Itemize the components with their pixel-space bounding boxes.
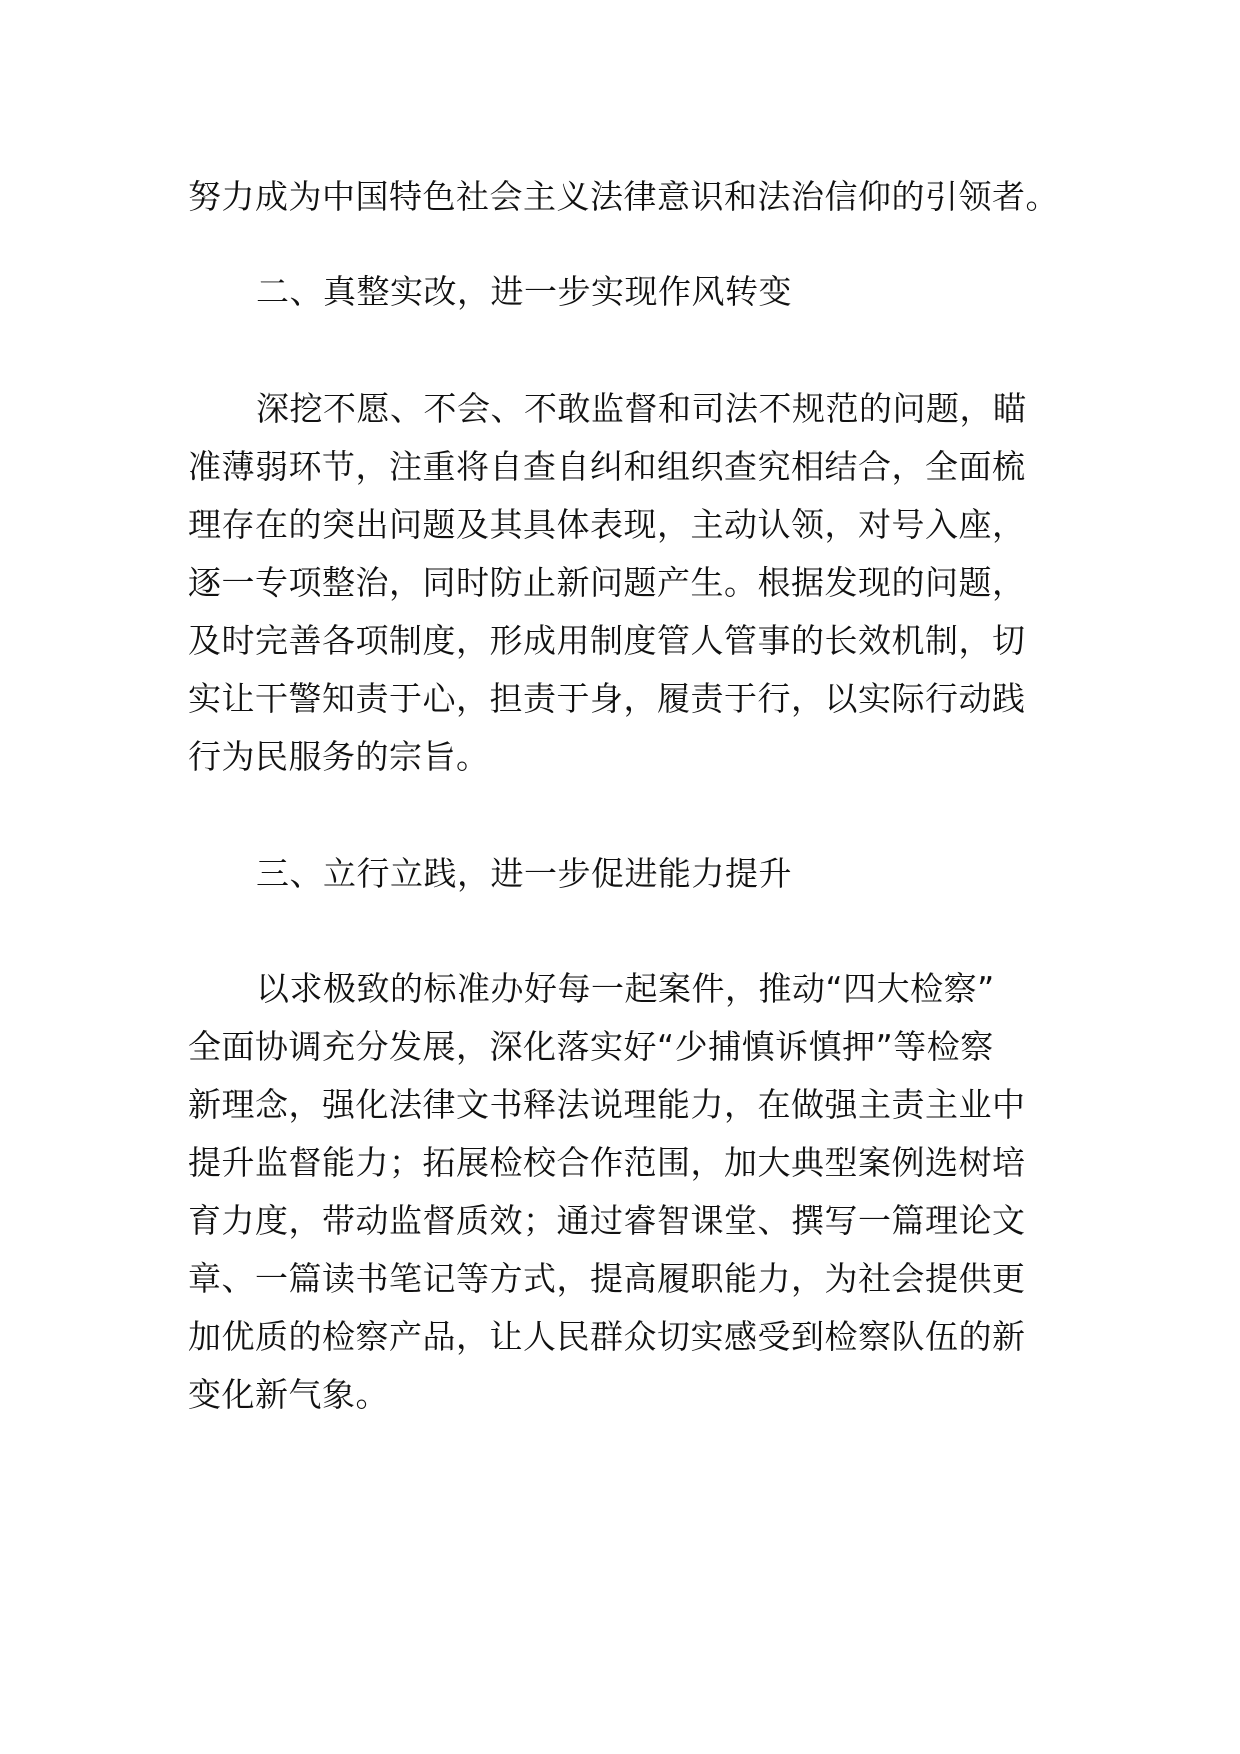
intro-line: 努力成为中国特色社会主义法律意识和法治信仰的引领者。 <box>188 177 1059 216</box>
paragraph-line: 加优质的检察产品，让人民群众切实感受到检察队伍的新 <box>188 1317 1026 1356</box>
section-3-heading: 三、立行立践，进一步促进能力提升 <box>256 854 792 893</box>
section-2-heading: 二、真整实改，进一步实现作风转变 <box>256 272 792 311</box>
paragraph-line: 以求极致的标准办好每一起案件，推动“四大检察” <box>256 969 995 1008</box>
paragraph-line: 行为民服务的宗旨。 <box>188 737 490 776</box>
paragraph-line: 逐一专项整治，同时防止新问题产生。根据发现的问题， <box>188 563 1026 602</box>
paragraph-line: 实让干警知责于心，担责于身，履责于行，以实际行动践 <box>188 679 1026 718</box>
paragraph-line: 全面协调充分发展，深化落实好“少捕慎诉慎押”等检察 <box>188 1027 994 1066</box>
paragraph-line: 及时完善各项制度，形成用制度管人管事的长效机制，切 <box>188 621 1026 660</box>
paragraph-line: 提升监督能力；拓展检校合作范围，加大典型案例选树培 <box>188 1143 1026 1182</box>
paragraph-line: 变化新气象。 <box>188 1375 389 1414</box>
paragraph-line: 育力度，带动监督质效；通过睿智课堂、撰写一篇理论文 <box>188 1201 1026 1240</box>
paragraph-line: 深挖不愿、不会、不敢监督和司法不规范的问题，瞄 <box>256 389 1027 428</box>
paragraph-line: 准薄弱环节，注重将自查自纠和组织查究相结合，全面梳 <box>188 447 1026 486</box>
paragraph-line: 新理念，强化法律文书释法说理能力，在做强主责主业中 <box>188 1085 1026 1124</box>
paragraph-line: 理存在的突出问题及其具体表现，主动认领，对号入座， <box>188 505 1026 544</box>
paragraph-line: 章、一篇读书笔记等方式，提高履职能力，为社会提供更 <box>188 1259 1026 1298</box>
